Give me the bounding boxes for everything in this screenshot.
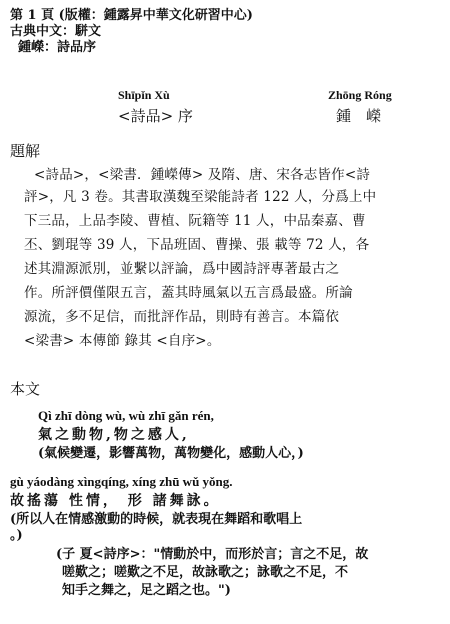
intro-line-1: <詩品>，<梁書．鍾嶸傳> 及隋、唐、宋各志皆作<詩: [34, 167, 371, 183]
verse1-note: (氣候變遷，影響萬物，萬物變化，感動人心，): [38, 446, 304, 461]
quote-line-2: 嗟歎之；嗟歎之不足，故詠歌之；詠歌之不足，不: [62, 565, 349, 580]
title-chinese: <詩品> 序: [118, 107, 193, 125]
intro-line-7: 源流，多不足信，而批評作品，則時有善言。本篇依: [24, 309, 340, 325]
intro-line-8: <梁書> 本傳節 錄其 <自序>。: [24, 333, 221, 349]
intro-line-5: 述其淵源派別，並繫以評論，爲中國詩評專著最古之: [24, 261, 340, 277]
verse1-chinese: 氣之動物,物之感人,: [38, 427, 190, 443]
intro-line-4: 丕、劉琨等 39 人，下品班固、曹操、張 載等 72 人，各: [24, 237, 370, 253]
verse2-note-line-2: 。): [10, 528, 23, 543]
intro-line-3: 下三品，上品李陵、曹植、阮籍等 11 人，中品秦嘉、曹: [24, 213, 366, 229]
intro-heading: 題解: [10, 142, 41, 160]
quote-line-3: 知手之舞之，足之蹈之也。"): [62, 583, 231, 598]
verse2-note-line-1: (所以人在情感激動的時候，就表現在舞蹈和歌唱上: [10, 512, 303, 527]
quote-line-1: (子 夏<詩序>："情動於中，而形於言；言之不足，故: [56, 547, 369, 562]
text-heading: 本文: [10, 380, 41, 398]
intro-line-2: 評>，凡 3 卷。其書取漢魏至梁能詩者 122 人，分爲上中: [24, 189, 377, 205]
author-chinese: 鍾 嶸: [336, 107, 382, 125]
verse2-chinese: 故搖蕩 性情， 形 諸舞詠。: [10, 493, 221, 509]
work-label: 鍾嶸：詩品序: [18, 40, 97, 55]
copyright-header: 第 1 頁 (版權：鍾露昇中華文化研習中心): [10, 8, 253, 23]
author-pinyin: Zhōng Róng: [328, 88, 392, 102]
verse2-pinyin: gù yáodàng xìngqíng, xíng zhū wǔ yǒng.: [10, 474, 233, 489]
verse1-pinyin: Qì zhī dòng wù, wù zhī gǎn rén,: [38, 408, 214, 423]
genre-label: 古典中文：駢文: [10, 24, 102, 39]
intro-line-6: 作。所評價僅限五言，蓋其時風氣以五言爲最盛。所論: [24, 285, 353, 301]
title-pinyin: Shīpǐn Xù: [118, 88, 170, 102]
